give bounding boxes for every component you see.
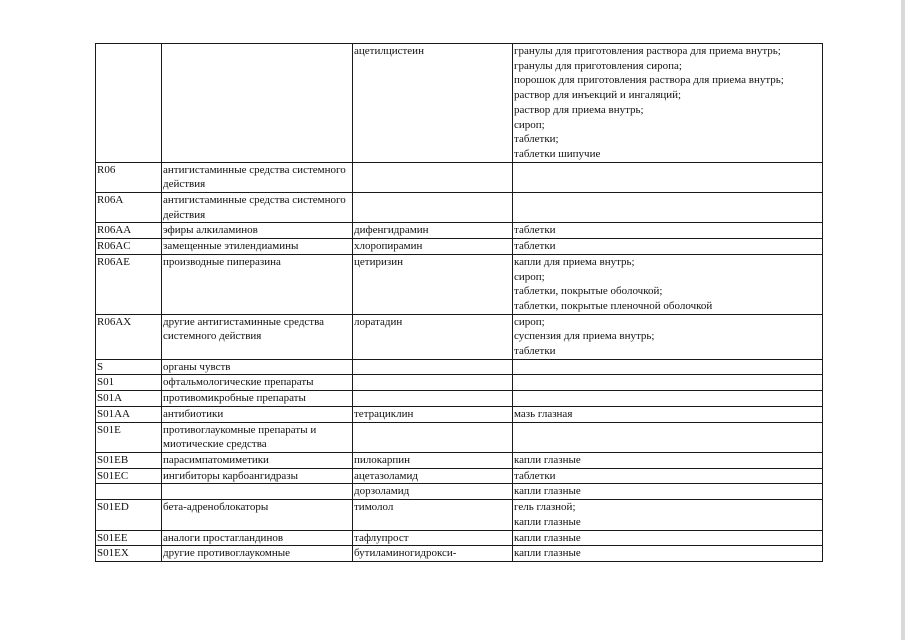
drug-name-cell (353, 314, 513, 359)
atc-code-text: S01AA (97, 407, 131, 420)
atc-code-text: S01EE (97, 531, 128, 544)
drug-name-cell (353, 359, 513, 375)
table-row (96, 239, 823, 255)
atc-code-cell (96, 193, 162, 223)
dosage-form-cell (513, 162, 823, 192)
drug-name-text (354, 193, 511, 208)
pharm-group-cell (162, 546, 353, 562)
drug-name-cell (353, 422, 513, 452)
atc-code-text: R06AX (97, 315, 132, 328)
drug-name-cell (353, 530, 513, 546)
dosage-form-line: сироп; (514, 315, 545, 328)
drug-name-text: дорзоламид (354, 485, 410, 498)
dosage-form-line: капли глазные (514, 453, 581, 466)
pharm-group-text: производные пиперазина (163, 255, 281, 268)
pharm-group-cell (162, 223, 353, 239)
dosage-form-line: гель глазной; (514, 501, 576, 514)
pharm-group-text: другие антигистаминные средства системного действия (163, 315, 325, 343)
drug-name-cell (353, 452, 513, 468)
pharm-group-cell (162, 254, 353, 314)
pharm-group-cell (162, 500, 353, 530)
dosage-form-cell (513, 500, 823, 530)
dosage-form-line: капли для приема внутрь; (514, 255, 635, 268)
drug-name-text: бутиламиногидрокси- (354, 547, 457, 560)
dosage-form-line: сироп; (514, 270, 545, 283)
atc-code-text: S01EB (97, 453, 129, 466)
dosage-form-cell (513, 359, 823, 375)
dosage-form-line: раствор для приема внутрь; (514, 103, 644, 116)
atc-code-cell (96, 484, 162, 500)
atc-code-text: S01EC (97, 469, 129, 482)
atc-code-cell (96, 359, 162, 375)
drug-name-text (354, 423, 511, 438)
table-row (96, 546, 823, 562)
drug-name-cell (353, 406, 513, 422)
atc-code-cell (96, 223, 162, 239)
pharm-group-text: антибиотики (163, 407, 224, 420)
dosage-form-cell (513, 422, 823, 452)
table-row (96, 452, 823, 468)
drug-name-text (354, 391, 511, 406)
dosage-form-line: таблетки (514, 224, 556, 237)
dosage-form-cell (513, 44, 823, 163)
pharm-group-cell (162, 468, 353, 484)
dosage-form-line: капли глазные (514, 547, 581, 560)
pharm-group-cell (162, 375, 353, 391)
atc-code-cell (96, 391, 162, 407)
table-body (96, 44, 823, 562)
atc-code-cell (96, 44, 162, 163)
drug-name-text: тимолол (354, 501, 394, 514)
pharm-group-cell (162, 359, 353, 375)
table-row (96, 375, 823, 391)
atc-code-cell (96, 375, 162, 391)
drug-name-text (354, 163, 511, 178)
dosage-form-cell (513, 223, 823, 239)
drug-name-text (354, 360, 511, 375)
drug-list-table (95, 43, 823, 562)
pharm-group-cell (162, 162, 353, 192)
atc-code-text: R06AA (97, 224, 132, 237)
dosage-form-cell (513, 375, 823, 391)
pharm-group-text: бета-адреноблокаторы (163, 501, 269, 514)
atc-code-cell (96, 406, 162, 422)
dosage-form-line: капли глазные (514, 485, 581, 498)
drug-name-cell (353, 375, 513, 391)
atc-code-text: S (97, 360, 104, 373)
dosage-form-line: суспензия для приема внутрь; (514, 330, 655, 343)
atc-code-cell (96, 422, 162, 452)
page-edge-shadow (901, 0, 905, 640)
pharm-group-cell (162, 530, 353, 546)
drug-name-cell (353, 391, 513, 407)
dosage-form-cell (513, 468, 823, 484)
dosage-form-line: капли глазные (514, 515, 581, 528)
atc-code-text: S01EX (97, 547, 129, 560)
drug-name-text: пилокарпин (354, 453, 410, 466)
table-row (96, 500, 823, 530)
pharm-group-text: аналоги простагландинов (163, 531, 284, 544)
drug-name-text: лоратадин (354, 315, 403, 328)
table-row (96, 484, 823, 500)
table-row (96, 223, 823, 239)
atc-code-cell (96, 452, 162, 468)
table-row (96, 359, 823, 375)
dosage-form-line: капли глазные (514, 531, 581, 544)
dosage-form-cell (513, 484, 823, 500)
dosage-form-line: сироп; (514, 118, 545, 131)
drug-name-text (354, 375, 511, 390)
table-row (96, 422, 823, 452)
dosage-form-line: таблетки (514, 469, 556, 482)
pharm-group-text: офтальмологические препараты (163, 376, 314, 389)
atc-code-cell (96, 546, 162, 562)
pharm-group-text: ингибиторы карбоангидразы (163, 469, 298, 482)
atc-code-cell (96, 239, 162, 255)
pharm-group-cell (162, 314, 353, 359)
table-row (96, 391, 823, 407)
table-row (96, 530, 823, 546)
pharm-group-cell (162, 422, 353, 452)
drug-name-text: цетиризин (354, 255, 403, 268)
dosage-form-cell (513, 406, 823, 422)
drug-name-cell (353, 500, 513, 530)
drug-name-cell (353, 44, 513, 163)
atc-code-text (97, 484, 160, 499)
dosage-form-line: таблетки, покрытые оболочкой; (514, 285, 663, 298)
drug-name-cell (353, 162, 513, 192)
dosage-form-line: таблетки; (514, 133, 559, 146)
atc-code-cell (96, 468, 162, 484)
pharm-group-cell (162, 193, 353, 223)
dosage-form-cell (513, 546, 823, 562)
drug-name-cell (353, 484, 513, 500)
atc-code-text: S01E (97, 423, 121, 436)
atc-code-text: R06A (97, 194, 124, 207)
pharm-group-text: эфиры алкиламинов (163, 224, 258, 237)
atc-code-cell (96, 254, 162, 314)
atc-code-cell (96, 314, 162, 359)
atc-code-text: R06AC (97, 240, 131, 253)
dosage-form-line: гранулы для приготовления сиропа; (514, 59, 682, 72)
dosage-form-line: раствор для инъекций и ингаляций; (514, 89, 682, 102)
table-row (96, 44, 823, 163)
table-row (96, 468, 823, 484)
table-row (96, 193, 823, 223)
dosage-form-cell (513, 254, 823, 314)
dosage-form-line: таблетки шипучие (514, 147, 601, 160)
pharm-group-cell (162, 44, 353, 163)
dosage-form-line: порошок для приготовления раствора для приема внутрь; (514, 74, 784, 87)
atc-code-cell (96, 500, 162, 530)
drug-name-text: ацетилцистеин (354, 45, 424, 57)
drug-name-cell (353, 193, 513, 223)
drug-name-text: тетрациклин (354, 407, 414, 420)
drug-name-cell (353, 239, 513, 255)
pharm-group-cell (162, 452, 353, 468)
drug-name-text: дифенгидрамин (354, 224, 429, 237)
dosage-form-line: таблетки (514, 345, 556, 358)
pharm-group-text: органы чувств (163, 360, 231, 373)
dosage-form-line: таблетки, покрытые пленочной оболочкой (514, 299, 713, 312)
pharm-group-text (163, 44, 351, 59)
drug-name-cell (353, 223, 513, 239)
table-row (96, 406, 823, 422)
pharm-group-text: антигистаминные средства системного действия (163, 163, 346, 191)
dosage-form-line: гранулы для приготовления раствора для приема внутрь; (514, 45, 781, 57)
drug-name-text: тафлупрост (354, 531, 409, 544)
atc-code-text: R06 (97, 163, 116, 176)
atc-code-cell (96, 162, 162, 192)
atc-code-text: S01ED (97, 501, 129, 514)
table-row (96, 254, 823, 314)
atc-code-text: S01 (97, 376, 115, 389)
pharm-group-text: другие противоглаукомные (163, 547, 290, 560)
pharm-group-text (163, 484, 351, 499)
atc-code-text: S01A (97, 392, 123, 405)
table-row (96, 162, 823, 192)
dosage-form-cell (513, 314, 823, 359)
pharm-group-text: парасимпатомиметики (163, 453, 269, 466)
drug-name-cell (353, 468, 513, 484)
atc-code-text: R06AE (97, 255, 130, 268)
pharm-group-cell (162, 391, 353, 407)
drug-name-cell (353, 254, 513, 314)
pharm-group-text: противомикробные препараты (163, 392, 306, 405)
table-row (96, 314, 823, 359)
dosage-form-cell (513, 530, 823, 546)
dosage-form-cell (513, 193, 823, 223)
pharm-group-text: замещенные этилендиамины (163, 240, 299, 253)
dosage-form-line: таблетки (514, 240, 556, 253)
pharm-group-cell (162, 239, 353, 255)
drug-name-cell (353, 546, 513, 562)
pharm-group-cell (162, 406, 353, 422)
dosage-form-cell (513, 239, 823, 255)
drug-name-text: хлоропирамин (354, 240, 423, 253)
pharm-group-text: антигистаминные средства системного действия (163, 194, 346, 221)
atc-code-text (97, 44, 160, 59)
pharm-group-text: противоглаукомные препараты и миотические средства (163, 423, 317, 451)
dosage-form-line: мазь глазная (514, 407, 573, 420)
atc-code-cell (96, 530, 162, 546)
drug-name-text: ацетазоламид (354, 469, 418, 482)
pharm-group-cell (162, 484, 353, 500)
dosage-form-cell (513, 391, 823, 407)
dosage-form-cell (513, 452, 823, 468)
